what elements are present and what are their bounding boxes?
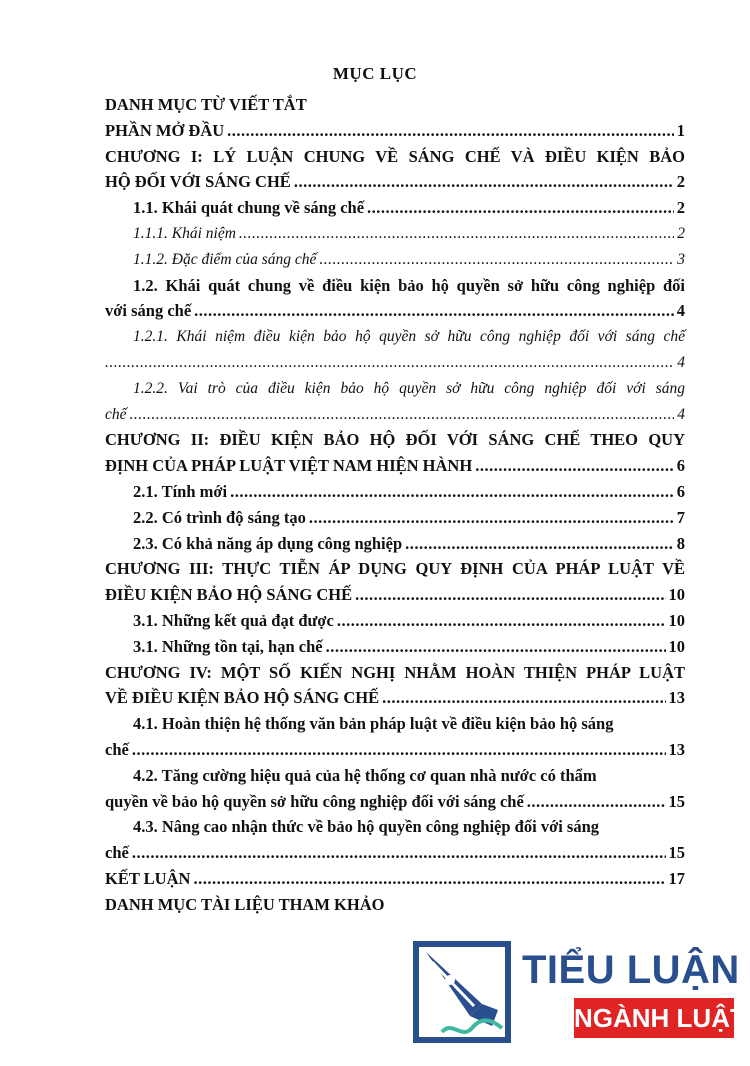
toc-page-number: 2 (677, 224, 685, 242)
toc-entry-label: KẾT LUẬN (105, 868, 191, 888)
toc-entry-2-2[interactable] (105, 505, 685, 531)
toc-entry-label: 1.1.1. Khái niệm (133, 224, 236, 242)
toc-page-number: 2 (676, 172, 685, 192)
toc-entry-label-line1: 4.1. Hoàn thiện hệ thống văn bản pháp luật về điều kiện bảo hộ sáng (133, 714, 614, 734)
toc-entry-chapter-1[interactable] (105, 144, 685, 196)
toc-entry-label-line1: CHƯƠNG I: LÝ LUẬN CHUNG VỀ SÁNG CHẾ VÀ ĐIỀU KIỆN BẢO (105, 146, 685, 166)
toc-entry-label-line1: 1.2.1. Khái niệm điều kiện bảo hộ quyền sở hữu công nghiệp đối với sáng chế (133, 328, 685, 346)
dot-leader (405, 531, 674, 557)
toc-entry-label-line1: 1.2.2. Vai trò của điều kiện bảo hộ quyền sở hữu công nghiệp đối với sáng (133, 379, 685, 397)
dot-leader (130, 402, 675, 428)
dot-leader (230, 479, 674, 505)
toc-entry-label-line2: chế (105, 843, 129, 863)
site-logo (412, 940, 746, 1048)
dot-leader (227, 118, 674, 144)
toc-entry-4-3[interactable] (105, 814, 685, 866)
toc-page-number: 8 (676, 533, 685, 553)
toc-page-number: 13 (668, 688, 685, 708)
toc-entry-1-1[interactable] (105, 195, 685, 221)
toc-entry-label: 1.1. Khái quát chung về sáng chế (133, 198, 365, 218)
toc-entry-label-line1: 4.2. Tăng cường hiệu quả của hệ thống cơ quan nhà nước có thẩm (133, 765, 597, 785)
toc-page-number: 10 (668, 636, 685, 656)
dot-leader (527, 789, 666, 815)
toc-entry-3-1-results[interactable] (105, 608, 685, 634)
dot-leader (475, 453, 674, 479)
toc-entry-label-line1: 1.2. Khái quát chung về điều kiện bảo hộ quyền sở hữu công nghiệp đối (133, 275, 685, 295)
dot-leader (337, 608, 666, 634)
toc-page-number: 3 (677, 250, 685, 268)
toc-entry-conclusion[interactable] (105, 866, 685, 892)
toc-page-number: 4 (677, 405, 685, 423)
logo-title: TIỂU LUẬN (522, 948, 740, 992)
toc-entry-label: DANH MỤC TÀI LIỆU THAM KHẢO (105, 894, 385, 914)
toc-entry-label: 2.1. Tính mới (133, 481, 228, 501)
toc-entry-label-line2: VỀ ĐIỀU KIỆN BẢO HỘ SÁNG CHẾ (105, 688, 380, 708)
toc-entry-label-line1: CHƯƠNG II: ĐIỀU KIỆN BẢO HỘ ĐỐI VỚI SÁNG CHẾ THEO QUY (105, 430, 685, 450)
toc-page-number: 15 (668, 843, 685, 863)
toc-entry-3-1-limitations[interactable] (105, 634, 685, 660)
dot-leader (326, 634, 666, 660)
toc-entry-label: 2.3. Có khả năng áp dụng công nghiệp (133, 533, 403, 553)
dot-leader (367, 195, 674, 221)
toc-page-number: 15 (668, 791, 685, 811)
toc-entry-2-3[interactable] (105, 531, 685, 557)
toc-page-number: 6 (676, 456, 685, 476)
toc-entry-label-line2: chế (105, 739, 129, 759)
toc-entry-label: 3.1. Những tồn tại, hạn chế (133, 636, 323, 656)
toc-entry-label-line2: với sáng chế (105, 301, 192, 321)
toc-entry-abbreviations[interactable] (105, 92, 685, 118)
toc-entry-4-2[interactable] (105, 763, 685, 815)
toc-entry-label-line2: quyền về bảo hộ quyền sở hữu công nghiệp đối với sáng chế (105, 791, 524, 811)
toc-entry-introduction[interactable] (105, 118, 685, 144)
toc-entry-label-line1: CHƯƠNG III: THỰC TIỄN ÁP DỤNG QUY ĐỊNH CỦA PHÁP LUẬT VỀ (105, 559, 685, 579)
dot-leader (193, 866, 665, 892)
toc-entry-2-1[interactable] (105, 479, 685, 505)
toc-page-number: 4 (676, 301, 685, 321)
dot-leader (382, 685, 665, 711)
dot-leader (194, 298, 674, 324)
toc-entry-1-2-1[interactable] (105, 324, 685, 376)
toc-entry-label: DANH MỤC TỪ VIẾT TẮT (105, 95, 307, 114)
dot-leader (294, 169, 674, 195)
toc-entry-label-line2: chế (105, 405, 127, 423)
toc-page-number: 17 (668, 868, 685, 888)
toc-entry-label-line1: 4.3. Nâng cao nhận thức về bảo hộ quyền công nghiệp đối với sáng (133, 817, 600, 837)
toc-page-number: 2 (676, 198, 685, 218)
toc-entry-label: 3.1. Những kết quả đạt được (133, 610, 334, 630)
table-of-contents (105, 92, 685, 918)
toc-page-number: 7 (676, 507, 685, 527)
pen-nib-logo-icon (412, 940, 512, 1044)
toc-entry-label-line2: ĐỊNH CỦA PHÁP LUẬT VIỆT NAM HIỆN HÀNH (105, 456, 473, 476)
toc-entry-label: 1.1.2. Đặc điểm của sáng chế (133, 250, 317, 268)
toc-page-number: 10 (668, 585, 685, 605)
toc-entry-1-1-2[interactable] (105, 247, 685, 273)
dot-leader (319, 247, 674, 273)
toc-entry-chapter-3[interactable] (105, 556, 685, 608)
toc-entry-chapter-2[interactable] (105, 427, 685, 479)
toc-entry-1-2-2[interactable] (105, 376, 685, 428)
toc-entry-label-line2: HỘ ĐỐI VỚI SÁNG CHẾ (105, 172, 291, 192)
dot-leader (132, 737, 666, 763)
dot-leader (105, 350, 674, 376)
toc-entry-4-1[interactable] (105, 711, 685, 763)
toc-page-number: 4 (677, 353, 685, 371)
toc-entry-1-1-1[interactable] (105, 221, 685, 247)
toc-entry-label-line2: ĐIỀU KIỆN BẢO HỘ SÁNG CHẾ (105, 585, 353, 605)
toc-page-number: 6 (676, 481, 685, 501)
toc-entry-1-2[interactable] (105, 273, 685, 325)
toc-page-number: 10 (668, 610, 685, 630)
toc-entry-label-line1: CHƯƠNG IV: MỘT SỐ KIẾN NGHỊ NHẰM HOÀN THIỆN PHÁP LUẬT (105, 662, 685, 682)
dot-leader (239, 221, 674, 247)
dot-leader (355, 582, 665, 608)
toc-entry-references[interactable] (105, 892, 685, 918)
dot-leader (309, 505, 674, 531)
logo-subtitle-badge: NGÀNH LUẬT (574, 998, 734, 1038)
toc-entry-label: PHẦN MỞ ĐẦU (105, 120, 225, 140)
toc-entry-label: 2.2. Có trình độ sáng tạo (133, 507, 306, 527)
toc-page-number: 1 (676, 120, 685, 140)
toc-entry-chapter-4[interactable] (105, 660, 685, 712)
dot-leader (132, 840, 666, 866)
page-title: MỤC LỤC (332, 64, 418, 83)
toc-page-number: 13 (668, 739, 685, 759)
